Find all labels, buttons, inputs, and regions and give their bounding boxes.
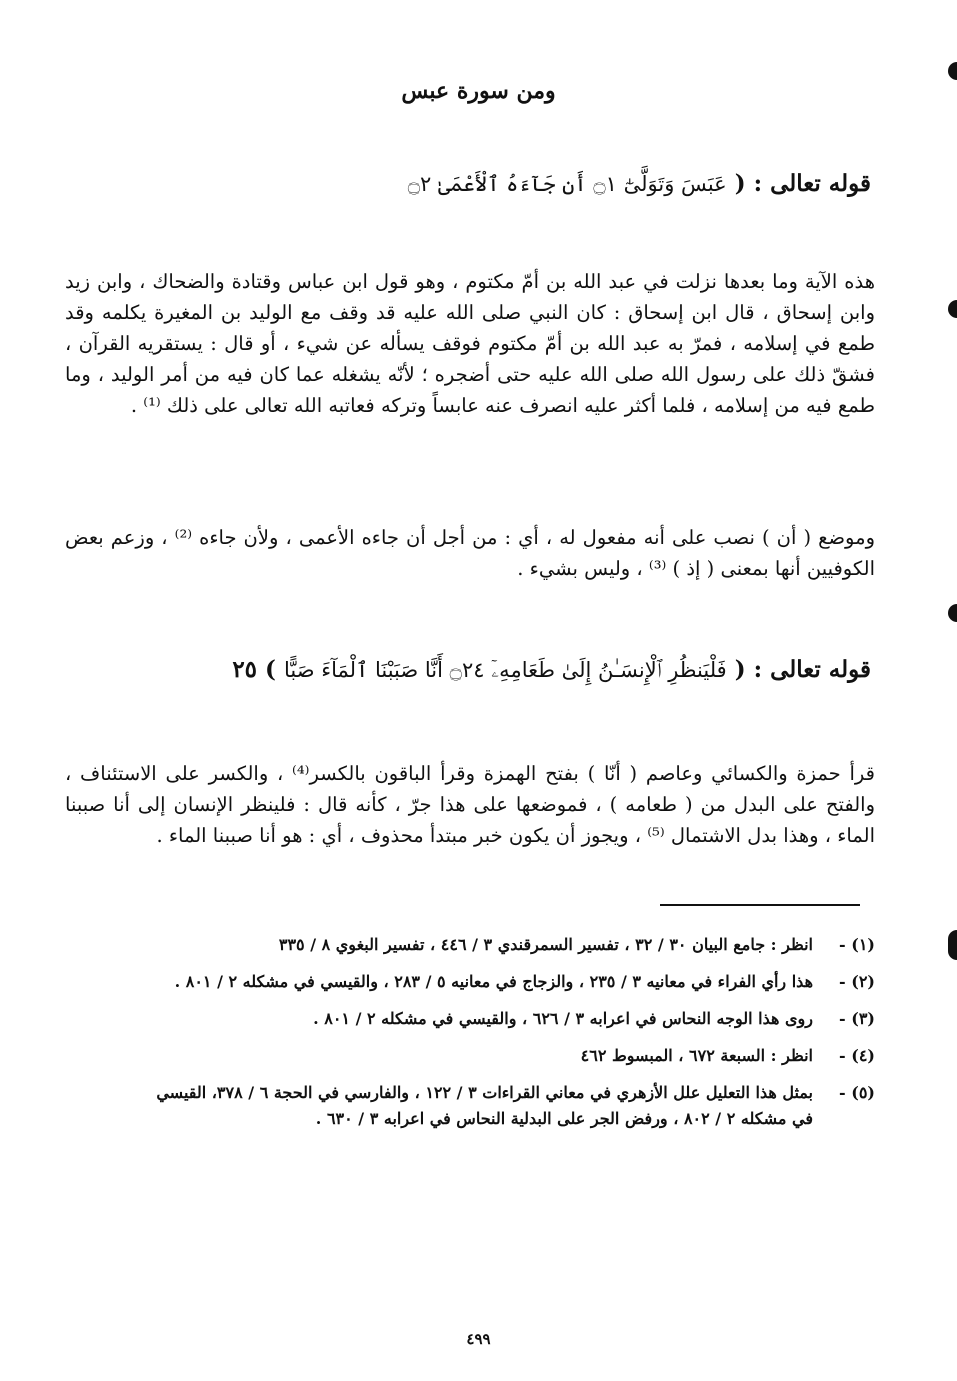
paragraph-3: قرأ حمزة والكسائي وعاصم ( أنّا ) بفتح الهمزة وقرأ الباقون بالكسر⁽⁴⁾ ، والكسر على الاستئناف ، والفتح على البدل من ( طعامه ) ، فموضعها على هذا جرّ ، كأنه قال : فلينظر الإنسان إلى أنا صببنا الماء ، وهذا بدل الاشتمال ⁽⁵⁾ ، ويجوز أن يكون خبر مبتدأ محذوف ، أي : هو أنا صببنا الماء . bbox=[65, 762, 875, 847]
footnote bbox=[155, 1006, 875, 1032]
footnotes bbox=[155, 932, 875, 1143]
footnote-text: هذا رأي الفراء في معانيه ٣ / ٢٣٥ ، والزجاج في معانيه ٥ / ٢٨٣ ، والقيسي في مشكله ٢ / ٨٠١ . bbox=[174, 972, 813, 991]
footnote-text: انظر : جامع البيان ٣٠ / ٣٢ ، تفسير السمرقندي ٣ / ٤٤٦ ، تفسير البغوي ٨ / ٣٣٥ bbox=[278, 935, 813, 954]
footnote-number: (٥) - bbox=[839, 1083, 875, 1102]
footnote-number: (٢) - bbox=[839, 972, 875, 991]
verse-heading-1 bbox=[408, 170, 871, 197]
footnote-number: (٤) - bbox=[839, 1046, 875, 1065]
paragraph-1: هذه الآية وما بعدها نزلت في عبد الله بن أمّ مكتوم ، وهو قول ابن عباس وقتادة والضحاك ، وابن زيد وابن إسحاق ، قال ابن إسحاق : كان النبي صلى الله عليه قد وقف مع الوليد بن المغيرة يكلمه وقد طمع في إسلامه ، فمرّ به عبد الله بن أمّ مكتوم فوقف يسأله عن شيء ، أو قال : يستقريه القرآن ، فشقّ ذلك على رسول الله صلى الله عليه حتى أضجره ؛ لأنّه يشغله عما كان فيه من أمر الوليد ، وما طمع فيه من إسلامه ، فلما أكثر عليه انصرف عنه عابساً وتركه فعاتبه الله تعالى على ذلك ⁽¹⁾ . bbox=[65, 270, 875, 417]
footnote-number: (١) - bbox=[839, 935, 875, 954]
footnote bbox=[155, 969, 875, 995]
verse-number: ) ٢٥ bbox=[232, 656, 276, 683]
footnote bbox=[155, 1043, 875, 1069]
paragraph-2: وموضع ( أن ) نصب على أنه مفعول له ، أي : من أجل أن جاءه الأعمى ، ولأن جاءه ⁽²⁾ ، وزعم بعض الكوفيين أنها بمعنى ( إذ ) ⁽³⁾ ، وليس بشيء . bbox=[65, 526, 875, 580]
footnote bbox=[155, 932, 875, 958]
footnote-text: روى هذا الوجه النحاس في اعرابه ٣ / ٦٢٦ ، والقيسي في مشكله ٢ / ٨٠١ . bbox=[313, 1009, 813, 1028]
footnote-number: (٣) - bbox=[839, 1009, 875, 1028]
verse-heading-2 bbox=[232, 656, 871, 683]
quran-verse: عَبَسَ وَتَوَلَّىٰٓ ۝١ أَن جَآءَهُ ٱلْأَعْمَىٰ ۝٢ bbox=[407, 172, 727, 196]
page-title: ومن سورة عبس bbox=[401, 78, 556, 104]
margin-mark bbox=[948, 930, 957, 960]
margin-mark bbox=[948, 604, 957, 622]
footnote bbox=[155, 1080, 875, 1132]
footnote-divider bbox=[660, 904, 860, 906]
quran-verse: فَلْيَنظُرِ ٱلْإِنسَـٰنُ إِلَىٰ طَعَامِهِۦٓ ۝٢٤ أَنَّا صَبَبْنَا ٱلْمَآءَ صَبًّا bbox=[283, 658, 727, 682]
page-number: ٤٩٩ bbox=[466, 1330, 491, 1348]
verse-intro: قوله تعالى : ( bbox=[734, 656, 871, 683]
verse-intro: قوله تعالى : ( bbox=[734, 170, 871, 197]
margin-mark bbox=[948, 300, 957, 318]
footnote-text: انظر : السبعة ٦٧٢ ، المبسوط ٤٦٢ bbox=[580, 1046, 813, 1065]
footnote-text: بمثل هذا التعليل علل الأزهري في معاني القراءات ٣ / ١٢٢ ، والفارسي في الحجة ٦ / ٣٧٨، القيسي في مشكله ٢ / ٨٠٢ ، ورفض الجر على البدلية النحاس في اعرابه ٣ / ٦٣٠ . bbox=[156, 1083, 813, 1128]
